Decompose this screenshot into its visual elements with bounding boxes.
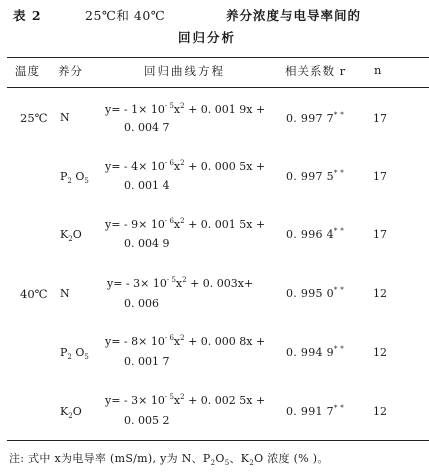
equation-cell-line2: 0. 006 (124, 297, 159, 310)
table-top-rule (7, 57, 429, 58)
correlation-cell: 0. 997 7* * (286, 111, 345, 125)
equation-cell: $y= - 1\times 10^{- 5}x^2 + 0$. 001 9x + (105, 102, 266, 116)
header-equation: 回归曲线方程 (144, 64, 225, 78)
equation-cell: $y= - 3\times 10^{- 5}x^2 + 0$. 003x+ (107, 276, 254, 290)
correlation-cell: 0. 995 0* * (286, 286, 345, 300)
table-header-rule (7, 87, 429, 88)
correlation-cell: 0. 994 9* * (286, 345, 345, 359)
equation-cell-line2: 0. 001 7 (124, 355, 170, 368)
nutrient-cell: N (60, 111, 70, 124)
nutrient-cell: $P_2$ $O_5$ (60, 346, 89, 361)
header-nutrient: 养分 (58, 64, 83, 78)
header-temperature: 温度 (15, 64, 40, 78)
nutrient-cell: N (60, 287, 70, 300)
equation-cell: $y= - 4\times 10^{- 6}x^2 + 0$. 000 5x + (105, 159, 266, 173)
equation-cell-line2: 0. 004 7 (124, 121, 170, 134)
n-cell: 17 (373, 112, 387, 125)
n-cell: 17 (373, 170, 387, 183)
correlation-cell: 0. 996 4* * (286, 227, 345, 241)
table-footnote: 注: 式中 x为电导率 (mS/m), y为 N、$P_2O_5$、$K_2O$ 浓度 (% )。 (9, 452, 329, 467)
header-n: n (374, 63, 383, 77)
nutrient-cell: $P_2$ $O_5$ (60, 170, 89, 185)
temperature-cell: 40℃ (20, 287, 48, 301)
n-cell: 12 (373, 287, 387, 300)
table-number: 表 2 (13, 8, 42, 23)
correlation-cell: 0. 991 7* * (286, 404, 345, 418)
header-correlation: 相关系数 r (285, 64, 347, 78)
correlation-cell: 0. 997 5* * (286, 169, 345, 183)
equation-cell-line2: 0. 005 2 (124, 414, 170, 427)
equation-cell: $y= - 9\times 10^{- 6}x^2 + 0$. 001 5x + (105, 217, 266, 231)
nutrient-cell: $K_2O$ (60, 228, 82, 243)
equation-cell-line2: 0. 001 4 (124, 179, 170, 192)
n-cell: 17 (373, 228, 387, 241)
caption-title-line2: 回归分析 (178, 30, 237, 45)
equation-cell: $y= - 8\times 10^{- 6}x^2 + 0$. 000 8x + (105, 334, 266, 348)
caption-title-line1: 养分浓度与电导率间的 (226, 8, 362, 23)
equation-cell-line2: 0. 004 9 (124, 237, 170, 250)
n-cell: 12 (373, 346, 387, 359)
n-cell: 12 (373, 405, 387, 418)
equation-cell: $y= - 3\times 10^{- 5}x^2 + 0$. 002 5x + (105, 393, 266, 407)
table-bottom-rule (7, 440, 429, 441)
caption-temperatures: 25℃和 40℃ (85, 8, 166, 23)
temperature-cell: 25℃ (20, 111, 48, 125)
nutrient-cell: $K_2O$ (60, 405, 82, 420)
table-caption (0, 6, 429, 46)
